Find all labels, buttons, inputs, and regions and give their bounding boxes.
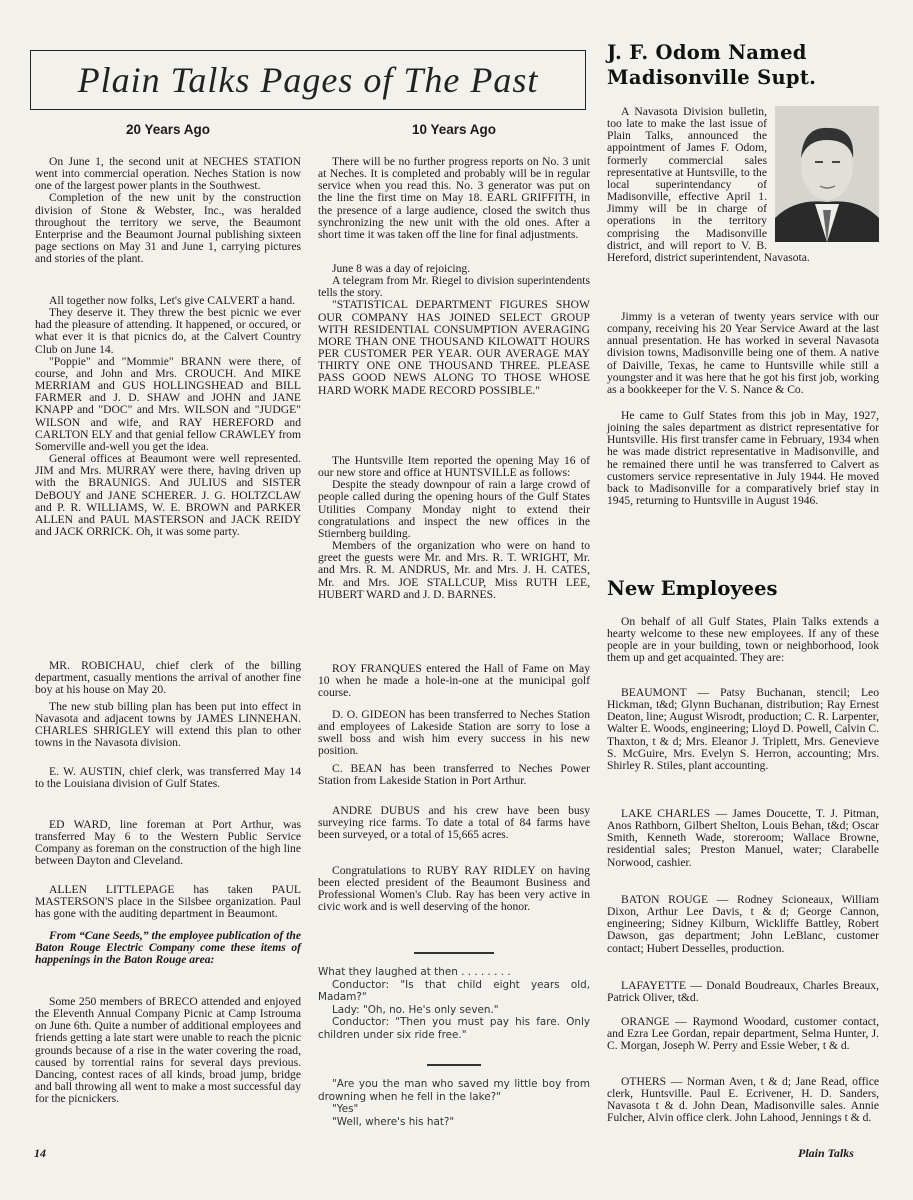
paragraph: D. O. GIDEON has been transferred to Neches Station and employees of Lakeside Station are sorry to lose a swell boss and wish him every success in his new position.	[318, 708, 590, 758]
joke-line: "Well, where's his hat?"	[332, 1115, 455, 1128]
employees-beaumont: BEAUMONT — Patsy Buchanan, stencil; Leo Hickman, t&d; Glynn Buchanan, distribution; Ray Ernest Deaton, line; August Wisrodt, production; C. R. Larpenter, Walter E. Woods, engineering; Lloyd D. Powell, Calvin C. Thaxton, t & d; Mrs. Eleanor J. Triplett, Mrs. Genevieve S. McGuire, Mrs. Evelyn S. Herron, accounting; Mrs. Shirley R. Stiles, plant accounting.	[607, 686, 879, 772]
section-title: Plain Talks Pages of The Past	[77, 60, 539, 100]
paragraph: MR. ROBICHAU, chief clerk of the billing department, casually mentions the arrival of another fine boy at his house on May 20.	[35, 659, 301, 697]
paragraph: A Navasota Division bulletin, too late to make the last issue of Plain Talks, announced the appointment of James F. Odom, formerly commercial sales representative at Huntsville, to the local superintendancy of Madisonville, effective April 1. Jimmy will be in charge of operations in the territory comprising the Madisonville district, and will report to V. B. Hereford, district superintendent, Navasota.	[607, 105, 810, 264]
paragraph: ALLEN LITTLEPAGE has taken PAUL MASTERSON'S place in the Silsbee organization. Paul has gone with the auditing department in Beaumont.	[35, 883, 301, 921]
section-title-box	[30, 50, 586, 110]
divider	[427, 1064, 481, 1066]
paragraph: Some 250 members of BRECO attended and enjoyed the Eleventh Annual Company Picnic at Camp Istrouma on June 6th. Quite a number of additional employees and friends getting a late start were unable to reach the picnic grounds because of a rise in the water covering the road, caused by torrential rains for several days previous. Dancing, contest races of all kinds, broad jump, bridge and ball throwing all went to make a most successful day for the picnickers.	[35, 995, 301, 1106]
paragraph: A telegram from Mr. Riegel to division superintendents tells the story.	[318, 274, 590, 300]
employees-others: OTHERS — Norman Aven, t & d; Jane Read, office clerk, Huntsville. Paul E. Ecrivener, H. D. Sanders, Navasota t & d. John Dean, Madisonville sales. Annie Fulcher, Alvin office clerk. John Lahood, Jennings t & d.	[607, 1075, 879, 1125]
paragraph: There will be no further progress reports on No. 3 unit at Neches. It is completed and probably will be in regular service when you read this. No. 3 generator was put on the line the first time on May 18. EARL GRIFFITH, in the presence of a large audience, closed the switch thus synchronizing the new unit with the old ones. After a short time it was taken off the line for final adjustments.	[318, 155, 590, 241]
joke-line: "Yes"	[332, 1103, 359, 1116]
joke-line: Conductor: "Is that child eight years old, Madam?"	[318, 978, 590, 1004]
paragraph: Jimmy is a veteran of twenty years service with our company, receiving his 20 Year Service Award at the last annual presentation. He has worked in several Navasota division towns, Madisonville being one of them. A native of Daiville, Texas, he came to Huntsville while still a youngster and it was here that he got his first job, working as a bookkeeper for the V. S. Nance & Co.	[607, 310, 879, 396]
paragraph: He came to Gulf States from this job in May, 1927, joining the sales department as district representative for Huntsville. His first transfer came in February, 1934 when he was made district representative in Madisonville, and he remained there until he was transferred to Calvert as customers service representative in July 1944. He moved back to Madisonville for a comparatively brief stay in 1945, returning to Huntsville in August 1946.	[607, 409, 879, 508]
new-employees-heading: New Employees	[607, 577, 778, 600]
article-huntsville	[318, 455, 590, 601]
joke-2	[318, 1078, 590, 1128]
paragraph: ANDRE DUBUS and his crew have been busy surveying rice farms. To date a total of 84 farms have been surveyed, or a total of 15,665 acres.	[318, 804, 590, 842]
employees-lake-charles: LAKE CHARLES — James Doucette, T. J. Pitman, Anos Rathborn, Gilbert Shelton, Louis Behan, t&d; Oscar Smith, Kenneth Wade, storeroom; Wallace Browne, residential sales; Preston Manuel, water; Clarabelle Norwood, cashier.	[607, 807, 879, 869]
paragraph: C. BEAN has been transferred to Neches Power Station from Lakeside Station in Port Arthur.	[318, 762, 590, 788]
page-number: 14	[34, 1146, 46, 1160]
col1-heading: 20 Years Ago	[125, 122, 211, 137]
article-neches-station	[35, 156, 301, 265]
paragraph: ROY FRANQUES entered the Hall of Fame on May 10 when he made a hole-in-one at the municipal golf course.	[318, 662, 590, 700]
paragraph: They deserve it. They threw the best picnic we ever had the pleasure of attending. It happened, or occured, or what ever it is that picnics do, at the Calvert Country Club on June 14.	[35, 306, 301, 356]
paragraph: The Huntsville Item reported the opening May 16 of our new store and office at HUNTSVILLE as follows:	[318, 454, 590, 480]
paragraph: The new stub billing plan has been put into effect in Navasota and adjacent towns by JAMES LINNEHAN. CHARLES SHRIGLEY will extend this plan to other towns in the Navasota division.	[35, 700, 301, 750]
paragraph: "Poppie" and "Mommie" BRANN were there, of course, and John and Mrs. CROUCH. And MIKE MERRIAM and GUS HOLLINGSHEAD and BILL FARMER and J. D. SHAW and JOHN and JANE KNAPP and "DOC" and Mrs. WILSON and "JUDGE" WILSON and wife, and RAY HEREFORD and CARLTON ELY and that genial fellow CRAWLEY from Somerville and-well you get the idea.	[35, 354, 301, 453]
italic-intro: From “Cane Seeds,” the employee publication of the Baton Rouge Electric Company come these items of happenings in the Baton Rouge area:	[35, 929, 301, 967]
publication-name: Plain Talks	[798, 1146, 854, 1160]
paragraph: Despite the steady downpour of rain a large crowd of people called during the opening hours of the Gulf States Utilities Company Monday night to extend their congratulations and inspect the new offices in the Stiernberg building.	[318, 478, 590, 540]
paragraph: E. W. AUSTIN, chief clerk, was transferred May 14 to the Louisiana division of Gulf States.	[35, 765, 301, 791]
paragraph: Completion of the new unit by the construction division of Stone & Webster, Inc., was heralded throughout the territory we serve, the Beaumont Enterprise and the Beaumont Journal publishing sixteen page sections on May 31 and June 1, carrying pictures and stories of the plant.	[35, 191, 301, 266]
odom-headline: J. F. Odom Named Madisonville Supt.	[607, 41, 817, 89]
joke-line: "Are you the man who saved my little boy from drowning when he fell in the lake?"	[318, 1078, 590, 1103]
joke-1	[318, 966, 590, 1042]
paragraph: On June 1, the second unit at NECHES STATION went into commercial operation. Neches Station is now one of the largest power plants in the Southwest.	[35, 155, 301, 193]
article-telegram	[318, 263, 590, 397]
employees-orange: ORANGE — Raymond Woodard, customer contact, and Ezra Lee Gordan, repair department, Selma Hunter, J. C. Morgan, Joseph W. Perry and Essie Weber, t & d.	[607, 1015, 879, 1053]
paragraph: June 8 was a day of rejoicing.	[332, 262, 471, 275]
paragraph: "STATISTICAL DEPARTMENT FIGURES SHOW OUR COMPANY HAS JOINED SELECT GROUP WITH RESIDENTIAL CONSUMPTION AVERAGING MORE THAN ONE THOUSAND KILOWATT HOURS PER CUSTOMER PER YEAR. OUR AVERAGE MAY THIRTY ONE ONE THOUSAND THREE. PLEASE PASS GOOD NEWS ALONG TO THOSE WHOSE HARD WORK MADE RECORD POSSIBLE."	[318, 298, 590, 397]
paragraph: Congratulations to RUBY RAY RIDLEY on having been elected president of the Beaumont Business and Professional Women's Club. Ray has been very active in civic work and is well deserving of the honor.	[318, 864, 590, 914]
employees-lafayette: LAFAYETTE — Donald Boudreaux, Charles Breaux, Patrick Oliver, t&d.	[607, 979, 879, 1005]
joke-intro: What they laughed at then . . . . . . . .	[318, 966, 511, 978]
paragraph: On behalf of all Gulf States, Plain Talks extends a hearty welcome to these new employees. If any of these people are in your building, town or neighborhood, look them up and get acquainted. They are:	[607, 615, 879, 665]
paragraph: General offices at Beaumont were well represented. JIM and Mrs. MURRAY were there, having driven up with the BRAUNIGS. And JULIUS and SISTER DeBOUY and JANE SCHERER. J. G. HOLTZCLAW and P. R. WILLIAMS, W. E. BROWN and PARKER ALLEN and PAUL MASTERSON and JACK REIDY and JACK ORRICK. Oh, it was some party.	[35, 452, 301, 538]
article-odom	[607, 106, 879, 264]
paragraph: Members of the organization who were on hand to greet the guests were Mr. and Mrs. R. T. WRIGHT, Mr. and Mrs. R. M. ANDRUS, Mr. and Mrs. J. H. CATES, Mr. and Mrs. JOE STALLCUP, Miss RUTH LEE, HUBERT WARD and J. D. BARNES.	[318, 539, 590, 601]
portrait-photo	[775, 106, 879, 242]
col2-heading: 10 Years Ago	[411, 122, 497, 137]
employees-baton-rouge: BATON ROUGE — Rodney Scioneaux, William Dixon, Arthur Lee Davis, t & d; George Cannon, engineering; Sidney Kilburn, Wickliffe Battley, Robert Dawson, gas department; John LeBlanc, customer contact; Hubert Desselles, production.	[607, 893, 879, 955]
divider	[414, 952, 494, 954]
article-calvert-picnic	[35, 295, 301, 538]
joke-line: Conductor: "Then you must pay his fare. Only children under six ride free."	[318, 1016, 590, 1041]
paragraph: All together now folks, Let's give CALVERT a hand.	[49, 294, 296, 307]
joke-line: Lady: "Oh, no. He's only seven."	[332, 1003, 499, 1016]
paragraph: ED WARD, line foreman at Port Arthur, was transferred May 6 to the Western Public Service Company as foreman on the construction of the high line between Dayton and Cleveland.	[35, 818, 301, 868]
